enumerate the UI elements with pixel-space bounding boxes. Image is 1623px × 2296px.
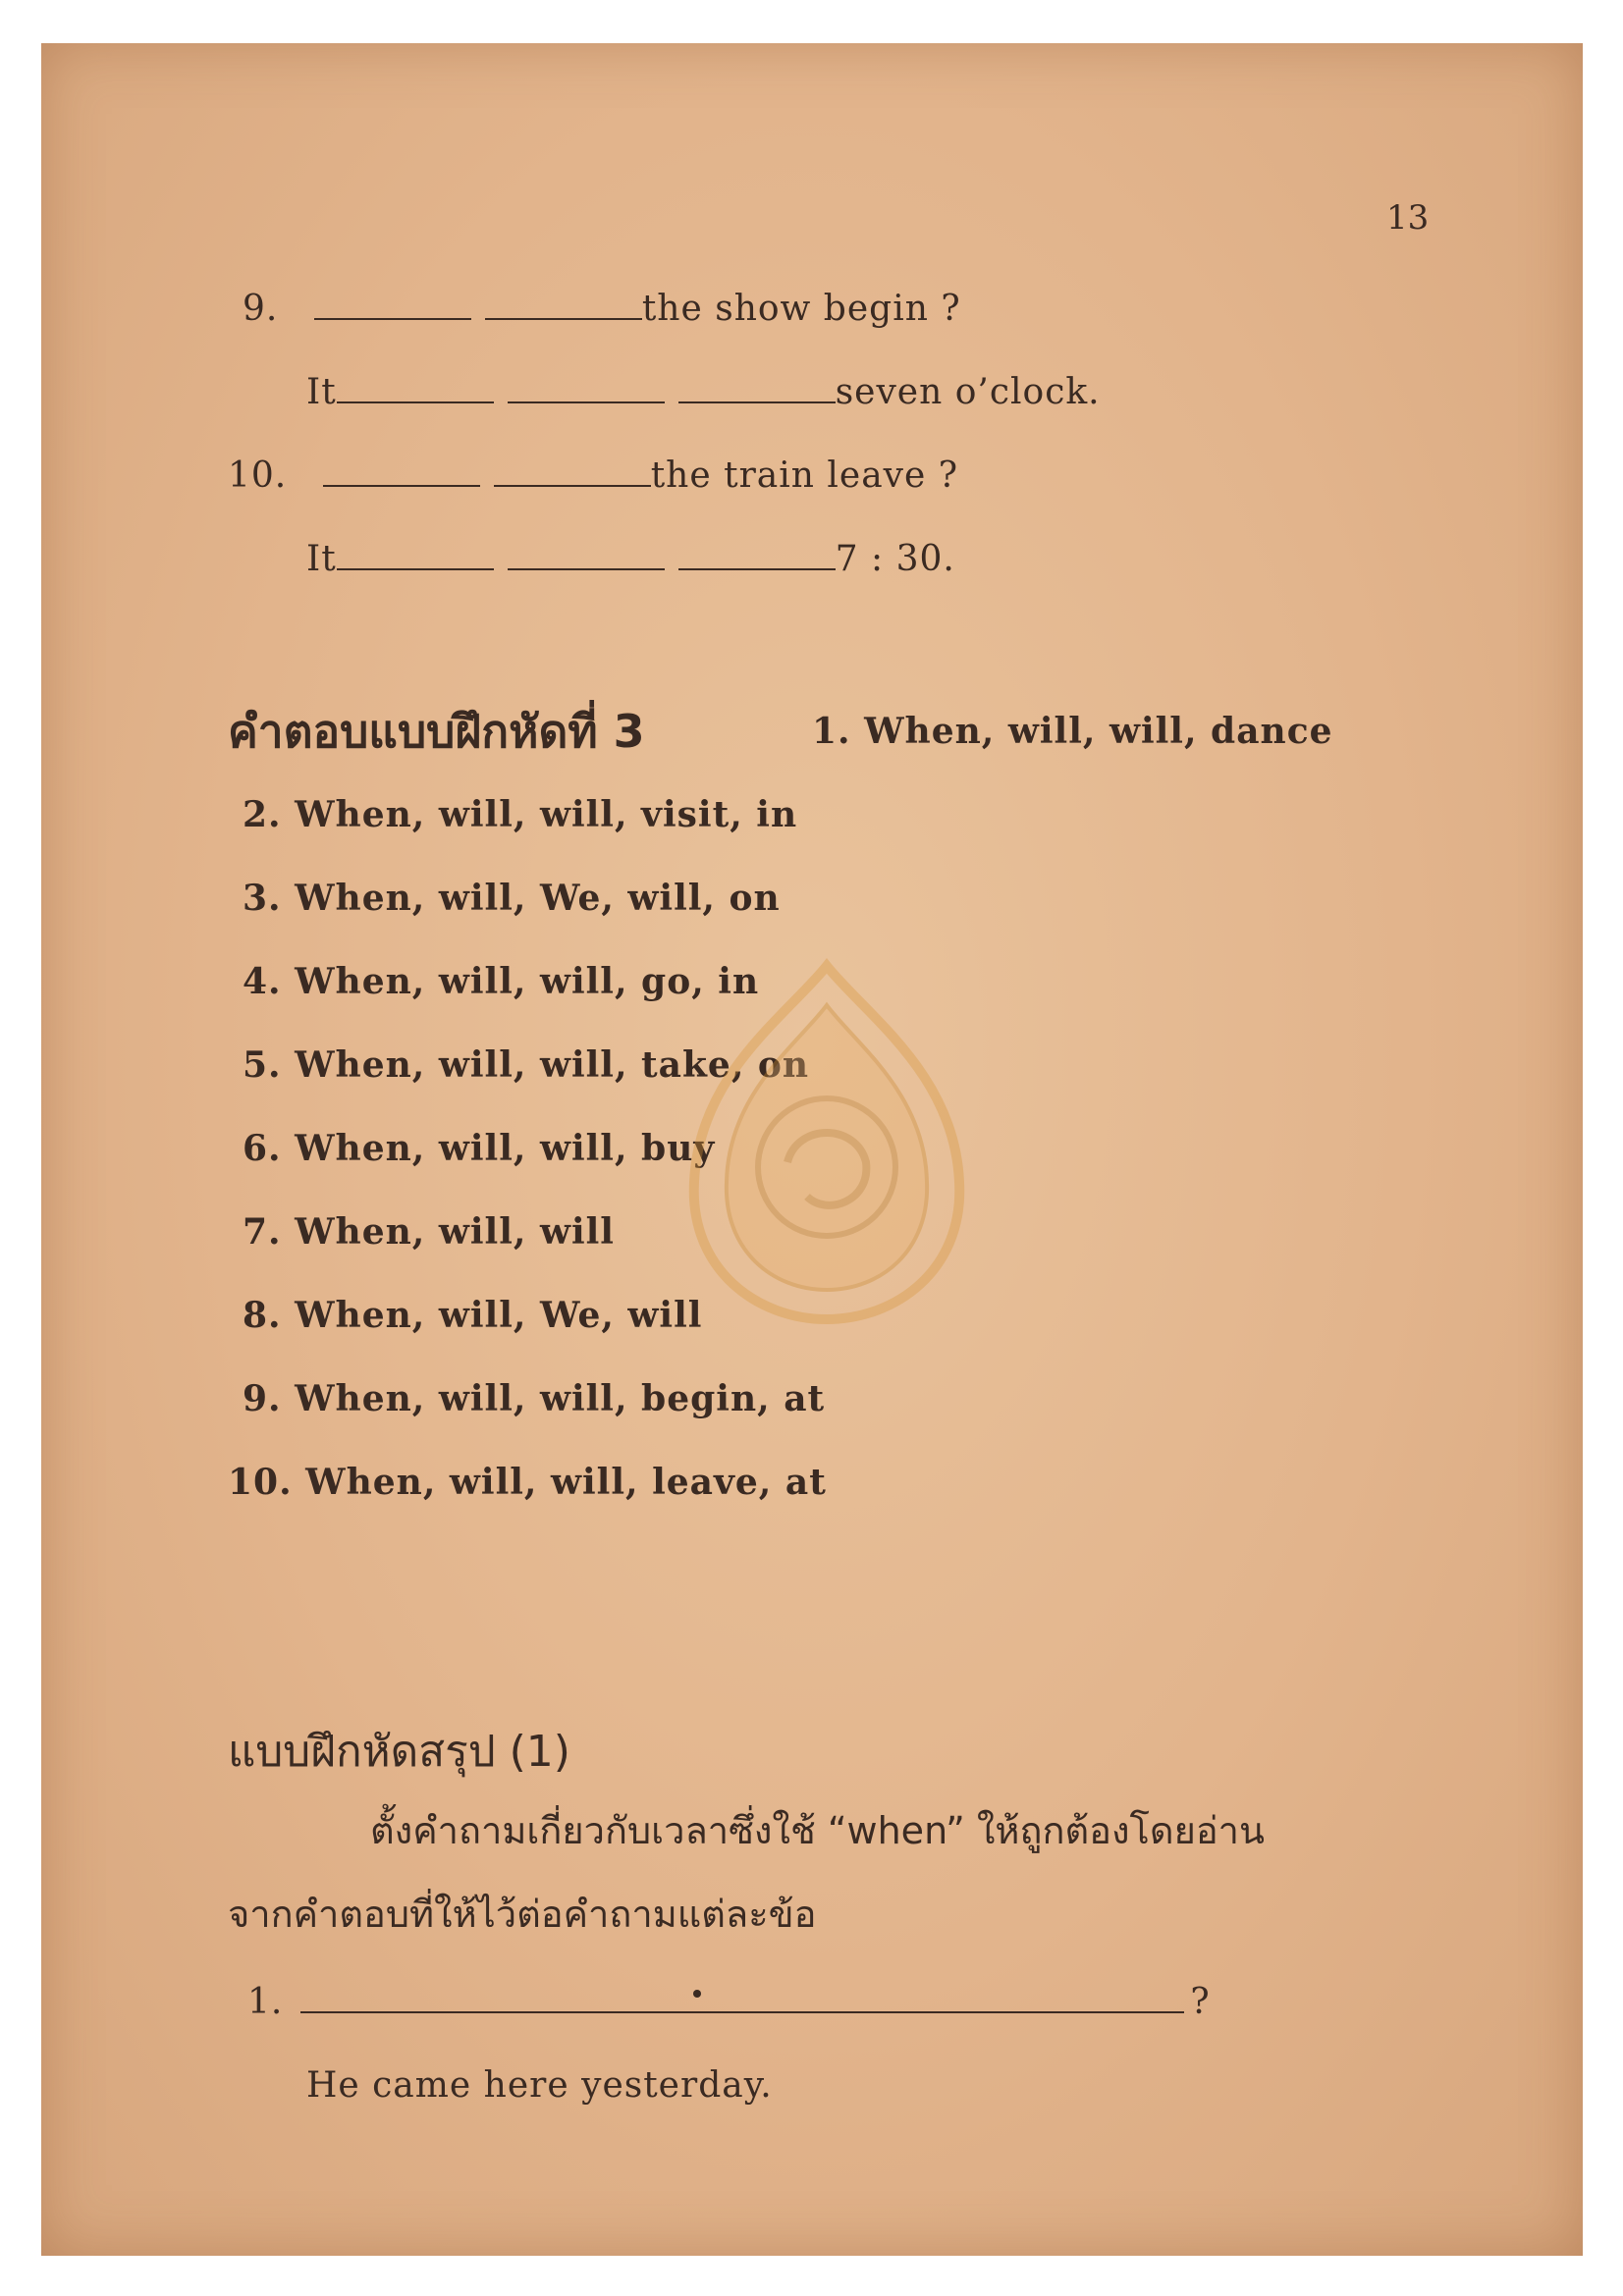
- answer-item: 1. When, will, will, dance: [812, 711, 1333, 752]
- exercise-answer-9: [306, 372, 1101, 412]
- summary-heading: แบบฝึกหัดสรุป (1): [228, 1727, 570, 1777]
- answer-blank: [337, 372, 494, 403]
- answer-item: 6. When, will, will, buy: [243, 1128, 716, 1169]
- ink-dot: [693, 1990, 701, 1998]
- question-number: 9.: [243, 289, 279, 329]
- question-mark: ?: [1190, 1982, 1211, 2022]
- book-page: [41, 43, 1583, 2256]
- answer-line: [300, 1982, 1184, 2013]
- answer-text: seven o’clock.: [835, 372, 1101, 412]
- exercise-question-9: [243, 289, 961, 329]
- answer-blank: [323, 455, 480, 487]
- answer-item: 7. When, will, will: [243, 1211, 615, 1253]
- question-number: 10.: [228, 455, 288, 496]
- answer-blank: [678, 539, 836, 570]
- question-number: 1.: [247, 1982, 284, 2022]
- answer-blank: [678, 372, 836, 403]
- answer-text: 7 : 30.: [835, 539, 955, 579]
- question-text: the train leave ?: [650, 455, 959, 496]
- answer-item: 3. When, will, We, will, on: [243, 878, 781, 919]
- page-number: 13: [1386, 198, 1430, 238]
- answers-heading: คำตอบแบบฝึกหัดที่ 3: [228, 705, 645, 758]
- answer-blank: [485, 289, 642, 320]
- summary-answer-1: He came here yesterday.: [306, 2065, 773, 2106]
- answer-item: 4. When, will, will, go, in: [243, 961, 760, 1002]
- answer-item: 10. When, will, will, leave, at: [228, 1462, 827, 1503]
- answer-blank: [337, 539, 494, 570]
- answer-start: It: [306, 372, 337, 412]
- answer-item: 9. When, will, will, begin, at: [243, 1378, 826, 1419]
- answer-blank: [494, 455, 651, 487]
- question-text: the show begin ?: [641, 289, 961, 329]
- exercise-question-10: [228, 455, 958, 496]
- answer-start: It: [306, 539, 337, 579]
- answer-item: 2. When, will, will, visit, in: [243, 794, 798, 835]
- answer-item: 5. When, will, will, take, on: [243, 1044, 810, 1086]
- answer-item: 8. When, will, We, will: [243, 1295, 703, 1336]
- instruction-line-1: ตั้งคำถามเกี่ยวกับเวลาซึ่งใช้ “when” ให้ถูกต้องโดยอ่าน: [370, 1809, 1265, 1852]
- answer-blank: [508, 372, 665, 403]
- answer-blank: [508, 539, 665, 570]
- summary-question-1: [247, 1982, 1211, 2022]
- answer-blank: [314, 289, 471, 320]
- exercise-answer-10: [306, 539, 955, 579]
- instruction-line-2: จากคำตอบที่ให้ไว้ต่อคำถามแต่ละข้อ: [228, 1893, 817, 1936]
- watermark-seal-icon: [679, 956, 974, 1329]
